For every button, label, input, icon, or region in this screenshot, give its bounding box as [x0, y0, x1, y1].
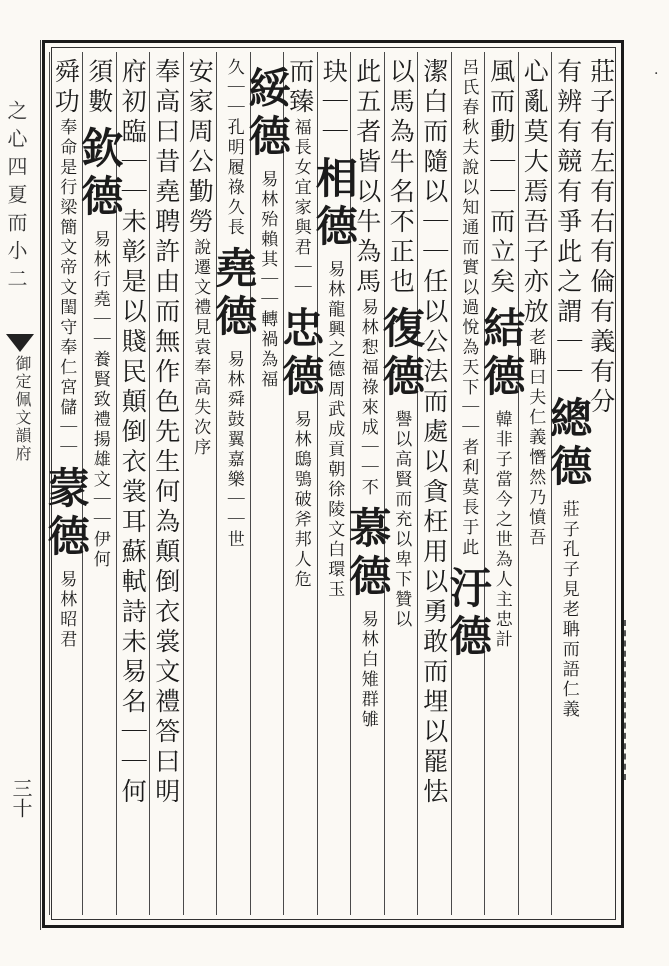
text-column: [443, 52, 493, 915]
annotation-text: 易林: [257, 170, 278, 210]
body-text: 心亂莫大焉吾子亦放: [520, 58, 550, 328]
annotation-text: 易林龍興之德周武成: [324, 260, 345, 440]
page-number: 三十: [9, 778, 33, 818]
ink-dot: ·: [654, 66, 659, 82]
annotation-text: 為天下｜｜者利莫長于此: [458, 338, 479, 558]
body-text: 此五者皆以牛為馬: [352, 58, 382, 298]
body-text: 須數: [84, 58, 114, 118]
body-text: 風而動｜｜而立矣: [486, 58, 516, 298]
text-column: [183, 52, 217, 915]
body-text: 莊子有左有右有倫有義有分: [586, 58, 616, 418]
annotation-text: 殆賴其｜｜轉禍為福: [257, 210, 278, 390]
body-text: 安家周公勤勞: [185, 58, 215, 238]
body-text: 奉高曰昔堯聘許由而無作色先生何為顛倒衣裳文禮答曰明: [151, 58, 181, 808]
annotation-text: 惒福祿來成｜｜不: [357, 338, 378, 498]
annotation-text: 易林舜鼓翼嘉樂｜｜世: [223, 350, 244, 550]
entry-heading: 汙德: [443, 566, 493, 662]
entry-heading: 忠德: [276, 306, 326, 402]
entry-heading: 堯德: [209, 246, 259, 342]
text-column: [544, 52, 594, 915]
edge-damage-mark: [624, 620, 634, 780]
fish-tail-mark-icon: [6, 334, 34, 352]
text-column: [518, 52, 552, 915]
entry-heading: 欽德: [75, 126, 125, 222]
entry-heading: 慕德: [343, 506, 393, 602]
annotation-text: 老聃曰夫仁義憯然乃憤吾: [525, 328, 546, 548]
entry-heading: 蒙德: [41, 466, 91, 562]
text-block: [41, 47, 616, 920]
text-column: [41, 52, 91, 915]
entry-heading: 復德: [376, 306, 426, 402]
annotation-text: 易林鴟鴞破斧邦人危: [290, 410, 311, 590]
body-text: 而臻: [285, 58, 315, 118]
text-column: [149, 52, 183, 915]
annotation-text: 易林: [357, 298, 378, 338]
annotation-text: 韓非子當今之世為人主忠計: [491, 410, 512, 650]
body-text: 舜功: [51, 58, 81, 118]
body-text: 府初臨｜｜未彰是以賤民顛倒衣裳耳蘇軾詩未易名｜｜何: [118, 58, 148, 808]
body-text: 玦｜｜: [319, 58, 349, 148]
entry-heading: 結德: [477, 306, 527, 402]
annotation-text: 說遷文禮見袁奉高失次序: [190, 238, 211, 458]
annotation-text: 易林白雉群雊: [357, 610, 378, 730]
body-text: 有辨有競有爭此之謂｜｜: [553, 58, 583, 388]
annotation-text: 久｜｜孔明履祿久長: [223, 58, 244, 238]
text-column: [242, 52, 292, 915]
entry-heading: 總德: [544, 396, 594, 492]
annotation-text: 易林昭君: [56, 570, 77, 650]
annotation-text: 福長女宜家與君｜｜: [290, 118, 311, 298]
entry-heading: 相德: [309, 156, 359, 252]
spine-title: 御定佩文韻府: [13, 355, 32, 463]
body-text: 潔白而隨以｜｜任以公法而處以貪枉用以勇敢而埋以罷怯: [419, 58, 449, 808]
annotation-text: 呂氏春秋夫說以知通而實以過悅: [458, 58, 479, 338]
annotation-text: 奉命是行梁簡文帝文閨守奉仁宮儲｜｜: [56, 118, 77, 458]
book-spine: [0, 40, 41, 930]
text-column: [309, 52, 359, 915]
spine-top-text: 之心四夏而小二: [4, 100, 28, 296]
text-column: [276, 52, 326, 915]
annotation-text: 莊子孔子見老聃而語仁義: [558, 500, 579, 720]
text-column: [417, 52, 451, 915]
text-column: [376, 52, 426, 915]
annotation-text: 易林行堯｜｜養賢致禮揚雄文｜｜伊何: [89, 230, 110, 570]
text-column: [209, 52, 259, 915]
text-column: [477, 52, 527, 915]
body-text: 以馬為牛名不正也: [386, 58, 416, 298]
annotation-text: 譽以高賢而充以卑下贊以: [391, 410, 412, 630]
entry-heading: 綏德: [242, 66, 292, 162]
annotation-text: 貢朝徐陵文白環玉: [324, 440, 345, 600]
page-frame: [42, 40, 624, 928]
